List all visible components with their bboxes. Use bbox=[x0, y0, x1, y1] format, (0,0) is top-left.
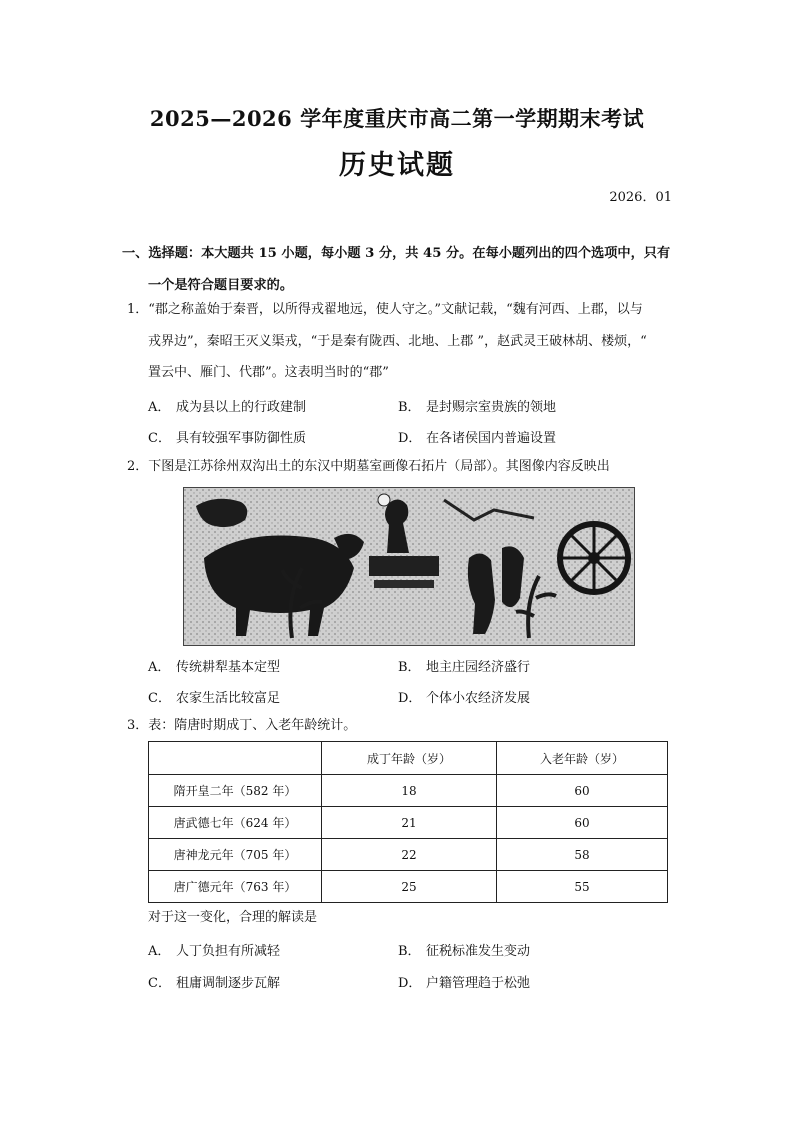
question-1-option-a[interactable]: A． 成为县以上的行政建制 bbox=[148, 400, 307, 415]
question-1-number: 1． bbox=[127, 302, 149, 317]
table-cell: 55 bbox=[497, 871, 668, 903]
question-3-option-b[interactable]: B． 征税标准发生变动 bbox=[398, 944, 531, 959]
table-header-cell: 入老年龄（岁） bbox=[497, 742, 668, 775]
rubbing-illustration bbox=[184, 488, 634, 645]
table-cell: 21 bbox=[322, 807, 497, 839]
table-cell: 隋开皇二年（582 年） bbox=[149, 775, 322, 807]
table-header-row bbox=[149, 742, 668, 775]
question-1-option-b[interactable]: B． 是封赐宗室贵族的领地 bbox=[398, 400, 557, 415]
table-cell: 60 bbox=[497, 807, 668, 839]
table-row bbox=[149, 839, 668, 871]
table-row bbox=[149, 775, 668, 807]
question-1-option-c[interactable]: C． 具有较强军事防御性质 bbox=[148, 431, 307, 446]
question-2-text: 下图是江苏徐州双沟出土的东汉中期墓室画像石拓片（局部）。其图像内容反映出 bbox=[148, 459, 610, 474]
table-cell: 60 bbox=[497, 775, 668, 807]
question-2-option-b[interactable]: B． 地主庄园经济盛行 bbox=[398, 660, 531, 675]
stone-relief-rubbing-image bbox=[183, 487, 635, 646]
exam-subtitle: 历史试题 bbox=[339, 150, 455, 181]
question-1-line-3: 置云中、雁门、代郡”。这表明当时的“郡” bbox=[148, 365, 389, 380]
question-3-stem bbox=[127, 710, 677, 742]
table-header-cell bbox=[149, 742, 322, 775]
table-header-cell: 成丁年龄（岁） bbox=[322, 742, 497, 775]
exam-date: 2026．01 bbox=[609, 190, 672, 205]
age-statistics-table bbox=[148, 741, 668, 903]
question-2-stem bbox=[127, 451, 677, 483]
question-2-number: 2． bbox=[127, 459, 149, 474]
table-row bbox=[149, 871, 668, 903]
question-1-line-1: “郡之称盖始于秦晋，以所得戎翟地远，使人守之。”文献记载，“魏有河西、上郡，以与 bbox=[148, 302, 643, 317]
question-3-option-a[interactable]: A． 人丁负担有所减轻 bbox=[148, 944, 281, 959]
exam-title: 2025—2026 学年度重庆市高二第一学期期末考试 bbox=[149, 106, 645, 131]
question-2-option-a[interactable]: A． 传统耕犁基本定型 bbox=[148, 660, 281, 675]
question-3-number: 3． bbox=[127, 718, 149, 733]
question-3-prompt: 对于这一变化，合理的解读是 bbox=[148, 910, 318, 925]
question-3-option-c[interactable]: C． 租庸调制逐步瓦解 bbox=[148, 976, 281, 991]
table-cell: 58 bbox=[497, 839, 668, 871]
section-heading: 一、选择题：本大题共 15 小题，每小题 3 分，共 45 分。在每小题列出的四个选项中，只有一个是符合题目要求的。 bbox=[122, 246, 671, 293]
question-3-text: 表：隋唐时期成丁、入老年龄统计。 bbox=[148, 718, 357, 733]
table-cell: 唐武德七年（624 年） bbox=[149, 807, 322, 839]
table-cell: 22 bbox=[322, 839, 497, 871]
table-cell: 25 bbox=[322, 871, 497, 903]
question-1-stem bbox=[127, 294, 677, 326]
table-cell: 唐神龙元年（705 年） bbox=[149, 839, 322, 871]
question-2-option-c[interactable]: C． 农家生活比较富足 bbox=[148, 691, 281, 706]
table-cell: 18 bbox=[322, 775, 497, 807]
question-3-option-d[interactable]: D． 户籍管理趋于松弛 bbox=[398, 976, 531, 991]
table-row bbox=[149, 807, 668, 839]
question-1-option-d[interactable]: D． 在各诸侯国内普遍设置 bbox=[398, 431, 557, 446]
question-1-line-2: 戎界边”，秦昭王灭义渠戎，“于是秦有陇西、北地、上郡 ”，赵武灵王破林胡、楼烦，“ bbox=[148, 334, 647, 349]
table-cell: 唐广德元年（763 年） bbox=[149, 871, 322, 903]
question-2-option-d[interactable]: D． 个体小农经济发展 bbox=[398, 691, 531, 706]
